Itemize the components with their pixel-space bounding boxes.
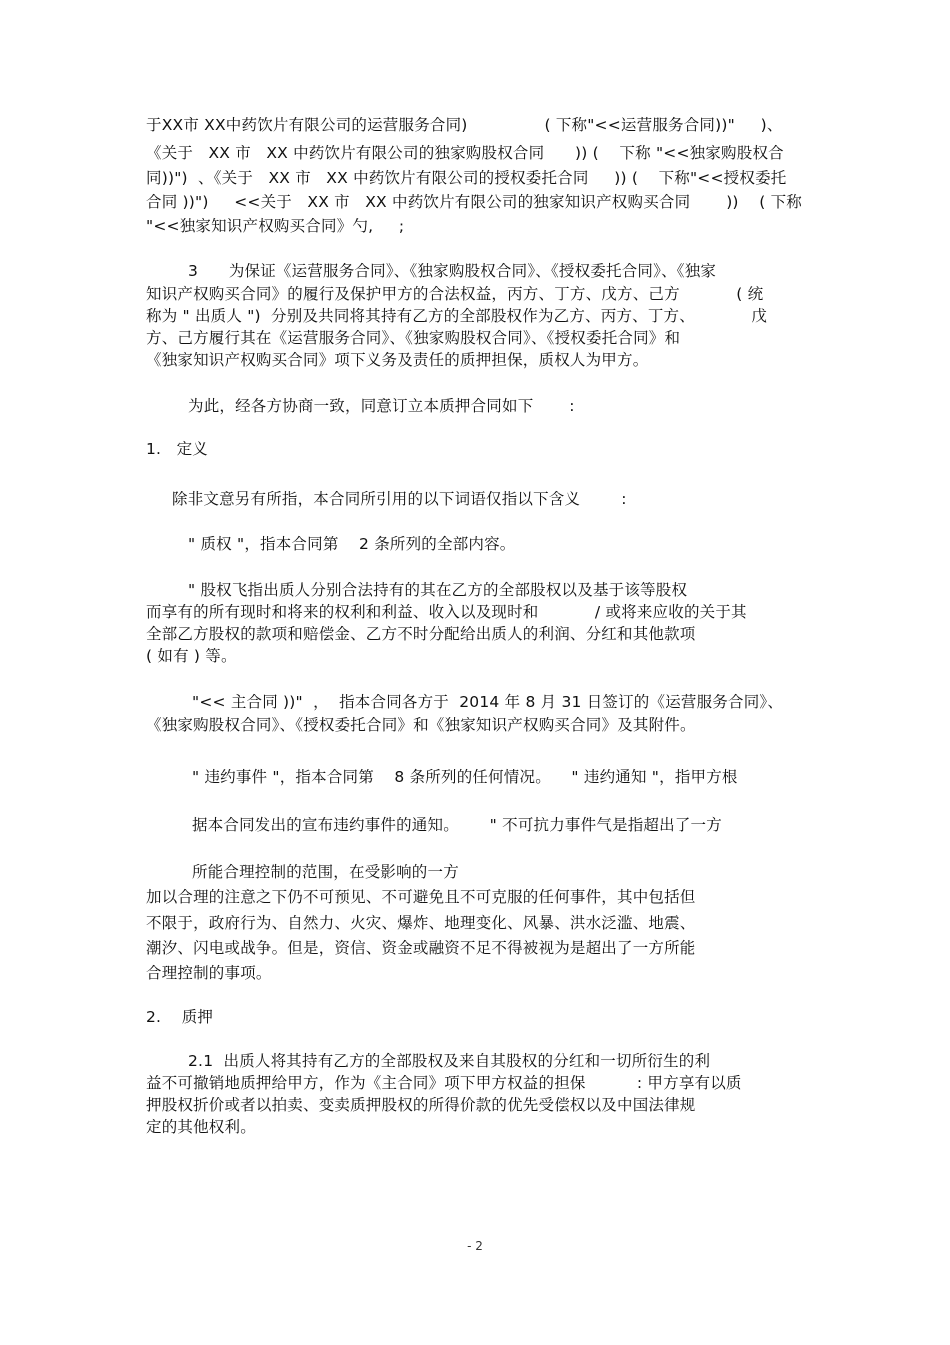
text-line: 《独家购股权合同》、《授权委托合同》和《独家知识产权购买合同》及其附件。 (146, 716, 696, 734)
text-line: 《关于 XX 市 XX 中药饮片有限公司的独家购股权合同 )) ( 下称 "<<独家购股权合 (146, 144, 784, 162)
text-line: 所能合理控制的范围，在受影响的一方 (192, 863, 459, 881)
text-line: 加以合理的注意之下仍不可预见、不可避免且不可克服的任何事件，其中包括但 (146, 888, 696, 906)
text-line: ( 如有 ) 等。 (146, 647, 237, 665)
text-line: 益不可撤销地质押给甲方，作为《主合同》项下甲方权益的担保 : 甲方享有以质 (146, 1074, 742, 1092)
text-line: 全部乙方股权的款项和赔偿金、乙方不时分配给出质人的利润、分红和其他款项 (146, 625, 696, 643)
text-line: 方、己方履行其在《运营服务合同》、《独家购股权合同》、《授权委托合同》和 (146, 329, 681, 347)
text-line: " 股权飞指出质人分别合法持有的其在乙方的全部股权以及基于该等股权 (188, 581, 688, 599)
text-line: 知识产权购买合同》的履行及保护甲方的合法权益，丙方、丁方、戊方、己方 ( 统 (146, 285, 764, 303)
text-line: 定的其他权利。 (146, 1118, 256, 1136)
text-line: "<<独家知识产权购买合同》勺, ; (146, 217, 405, 235)
section-heading: 2. 质押 (146, 1008, 214, 1026)
text-line: "<< 主合同 ))" ， 指本合同各方于 2014 年 8 月 31 日签订的《运营服务合同》、 (192, 693, 784, 711)
text-line: 为此，经各方协商一致，同意订立本质押合同如下 : (188, 397, 575, 415)
text-line: 3 为保证《运营服务合同》、《独家购股权合同》、《授权委托合同》、《独家 (188, 262, 717, 280)
text-line: 称为 " 出质人 ") 分别及共同将其持有乙方的全部股权作为乙方、丙方、丁方、 戊 (146, 307, 768, 325)
text-line: 2.1 出质人将其持有乙方的全部股权及来自其股权的分红和一切所衍生的利 (188, 1052, 711, 1070)
text-line: 同))") 、《关于 XX 市 XX 中药饮片有限公司的授权委托合同 )) ( 下称"<<授权委托 (146, 169, 787, 187)
section-heading: 1. 定义 (146, 440, 208, 458)
text-line: 潮汐、闪电或战争。但是，资信、资金或融资不足不得被视为是超出了一方所能 (146, 939, 696, 957)
text-line: 押股权折价或者以拍卖、变卖质押股权的所得价款的优先受偿权以及中国法律规 (146, 1096, 696, 1114)
text-line: 不限于，政府行为、自然力、火灾、爆炸、地理变化、风暴、洪水泛滥、地震、 (146, 914, 696, 932)
text-line: 而享有的所有现时和将来的权利和利益、收入以及现时和 / 或将来应收的关于其 (146, 603, 747, 621)
text-line: 除非文意另有所指，本合同所引用的以下词语仅指以下含义 : (172, 490, 627, 508)
text-line: 合理控制的事项。 (146, 964, 272, 982)
text-line: " 质权 "，指本合同第 2 条所列的全部内容。 (188, 535, 516, 553)
text-line: 合同 ))") <<关于 XX 市 XX 中药饮片有限公司的独家知识产权购买合同 )) ( 下称 (146, 193, 802, 211)
text-line: 据本合同发出的宣布违约事件的通知。 " 不可抗力事件气是指超出了一方 (192, 816, 722, 834)
text-line: 《独家知识产权购买合同》项下义务及责任的质押担保，质权人为甲方。 (146, 351, 649, 369)
page-number: - 2 (467, 1239, 483, 1253)
text-line: 于XX市 XX中药饮片有限公司的运营服务合同) ( 下称"<<运营服务合同))" )、 (146, 116, 783, 134)
text-line: " 违约事件 "，指本合同第 8 条所列的任何情况。 " 违约通知 "，指甲方根 (192, 768, 738, 786)
